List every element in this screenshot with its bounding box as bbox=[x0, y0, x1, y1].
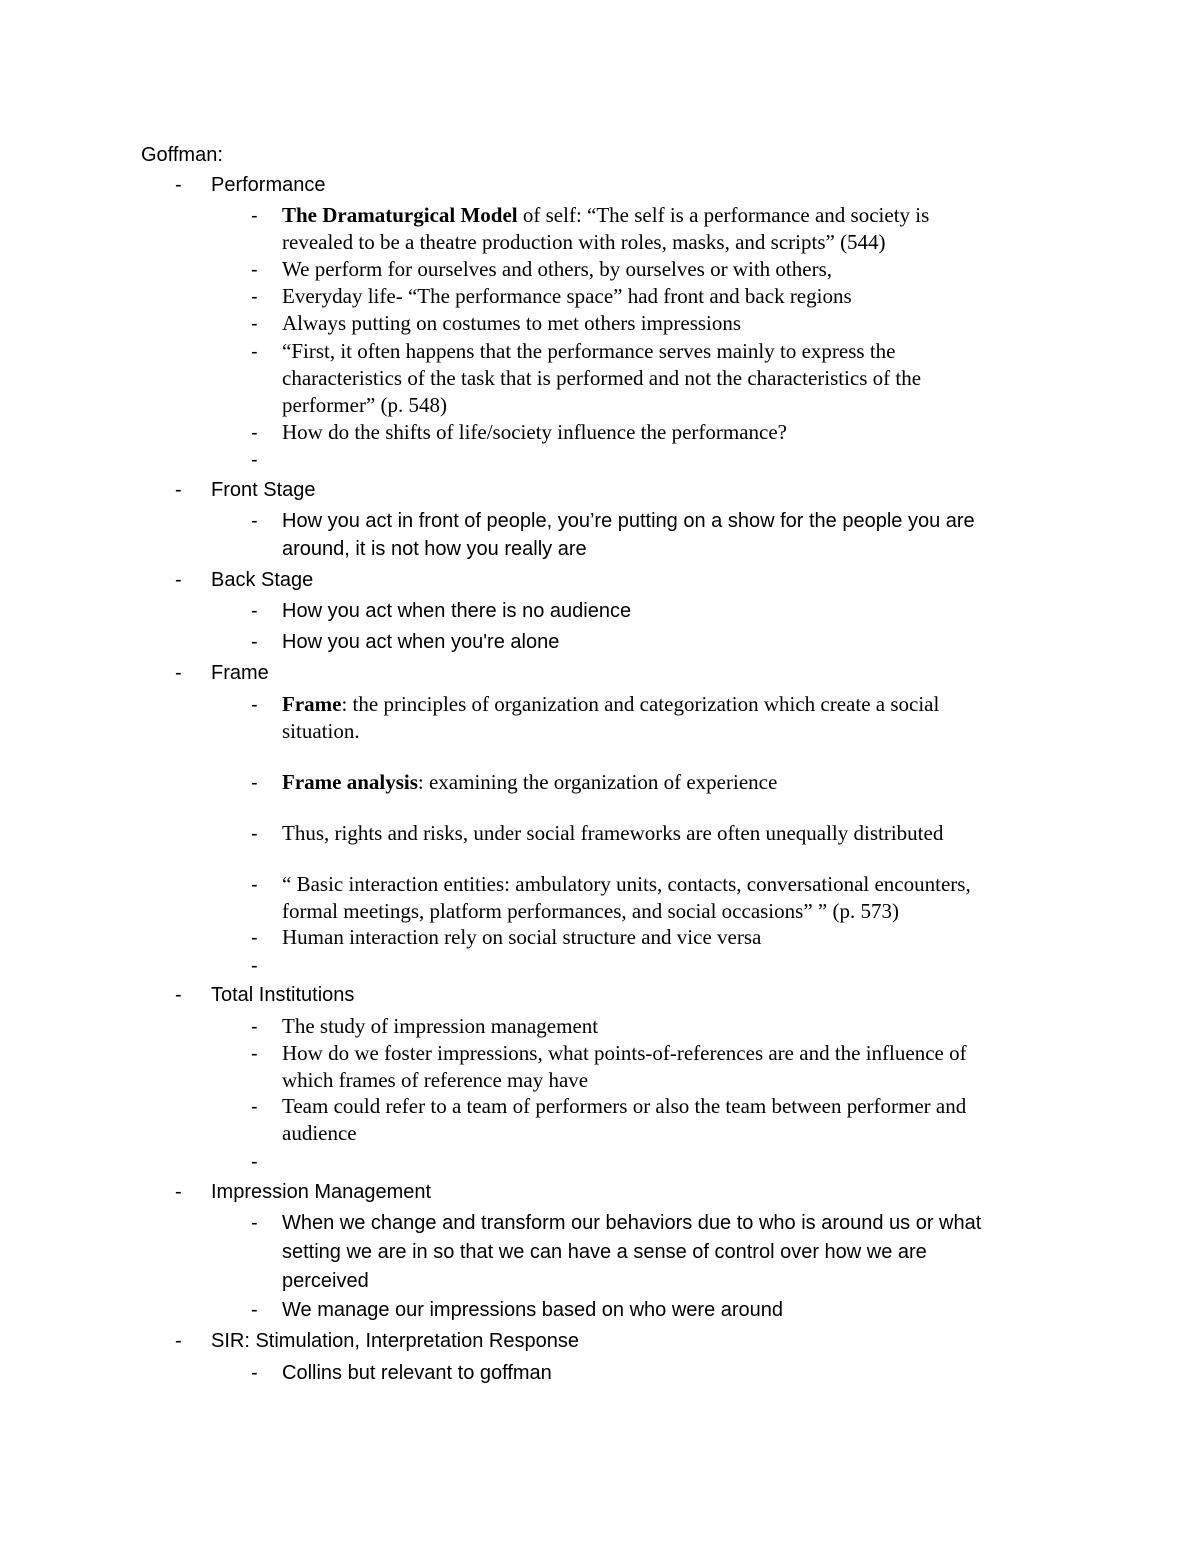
list-item: We perform for ourselves and others, by ourselves or with others, bbox=[282, 257, 832, 281]
bullet-dash: - bbox=[251, 874, 258, 896]
bullet-dash: - bbox=[251, 313, 258, 335]
bullet-dash: - bbox=[251, 1299, 258, 1321]
list-item: Human interaction rely on social structure and vice versa bbox=[282, 925, 762, 949]
list-item bbox=[282, 691, 939, 718]
term-bold: Frame analysis bbox=[282, 770, 418, 794]
section-heading-front-stage: Front Stage bbox=[211, 479, 316, 501]
list-item-continuation: around, it is not how you really are bbox=[282, 538, 587, 560]
list-item bbox=[282, 769, 777, 796]
bullet-dash: - bbox=[251, 286, 258, 308]
list-item-continuation: situation. bbox=[282, 719, 360, 743]
bullet-dash: - bbox=[251, 341, 258, 363]
list-item-continuation: which frames of reference may have bbox=[282, 1068, 589, 1092]
term-bold: Frame bbox=[282, 692, 342, 716]
list-item: We manage our impressions based on who were around bbox=[282, 1299, 784, 1321]
list-item: Thus, rights and risks, under social frameworks are often unequally distributed bbox=[282, 821, 944, 845]
list-item-continuation: revealed to be a theatre production with roles, masks, and scripts” (544) bbox=[282, 230, 886, 254]
list-item: How do we foster impressions, what points-of-references are and the influence of bbox=[282, 1041, 967, 1065]
bullet-dash: - bbox=[175, 569, 182, 591]
list-item: “ Basic interaction entities: ambulatory units, contacts, conversational encounters, bbox=[282, 872, 971, 896]
bullet-dash: - bbox=[251, 422, 258, 444]
bullet-dash: - bbox=[251, 1096, 258, 1118]
bullet-dash: - bbox=[175, 662, 182, 684]
section-heading-impression-management: Impression Management bbox=[211, 1181, 432, 1203]
list-item-continuation: performer” (p. 548) bbox=[282, 393, 448, 417]
list-item: Collins but relevant to goffman bbox=[282, 1362, 552, 1384]
section-heading-total-institutions: Total Institutions bbox=[211, 984, 355, 1006]
term-bold: The Dramaturgical Model bbox=[282, 203, 518, 227]
list-item: Everyday life- “The performance space” had front and back regions bbox=[282, 284, 852, 308]
bullet-dash: - bbox=[251, 927, 258, 949]
section-heading-back-stage: Back Stage bbox=[211, 569, 314, 591]
item-text: : examining the organization of experience bbox=[417, 770, 778, 794]
bullet-dash: - bbox=[251, 1151, 258, 1173]
bullet-dash: - bbox=[251, 449, 258, 471]
bullet-dash: - bbox=[251, 955, 258, 977]
list-item-continuation: characteristics of the task that is performed and not the characteristics of the bbox=[282, 366, 922, 390]
section-heading-sir: SIR: Stimulation, Interpretation Response bbox=[211, 1330, 579, 1352]
item-text: : the principles of organization and categorization which create a social bbox=[341, 692, 940, 716]
bullet-dash: - bbox=[251, 1016, 258, 1038]
list-item: How you act when there is no audience bbox=[282, 600, 632, 622]
bullet-dash: - bbox=[251, 823, 258, 845]
section-heading-frame: Frame bbox=[211, 662, 269, 684]
bullet-dash: - bbox=[251, 694, 258, 716]
bullet-dash: - bbox=[251, 1043, 258, 1065]
bullet-dash: - bbox=[251, 1212, 258, 1234]
list-item-continuation: perceived bbox=[282, 1270, 369, 1292]
list-item: Always putting on costumes to met others impressions bbox=[282, 311, 742, 335]
list-item: How you act when you're alone bbox=[282, 631, 560, 653]
bullet-dash: - bbox=[251, 631, 258, 653]
bullet-dash: - bbox=[251, 205, 258, 227]
list-item-continuation: formal meetings, platform performances, and social occasions” ” (p. 573) bbox=[282, 899, 899, 923]
bullet-dash: - bbox=[251, 259, 258, 281]
list-item-continuation: audience bbox=[282, 1121, 357, 1145]
document-title: Goffman: bbox=[141, 144, 223, 166]
bullet-dash: - bbox=[251, 510, 258, 532]
bullet-dash: - bbox=[175, 1181, 182, 1203]
list-item: The study of impression management bbox=[282, 1014, 599, 1038]
bullet-dash: - bbox=[175, 479, 182, 501]
bullet-dash: - bbox=[175, 174, 182, 196]
section-heading-performance: Performance bbox=[211, 174, 326, 196]
list-item: How do the shifts of life/society influence the performance? bbox=[282, 420, 787, 444]
list-item: When we change and transform our behaviors due to who is around us or what bbox=[282, 1212, 982, 1234]
list-item-continuation: setting we are in so that we can have a sense of control over how we are bbox=[282, 1241, 927, 1263]
list-item bbox=[282, 202, 929, 229]
list-item: How you act in front of people, you’re putting on a show for the people you are bbox=[282, 510, 975, 532]
bullet-dash: - bbox=[251, 772, 258, 794]
bullet-dash: - bbox=[175, 984, 182, 1006]
bullet-dash: - bbox=[251, 600, 258, 622]
item-text: of self: “The self is a performance and society is bbox=[517, 203, 930, 227]
bullet-dash: - bbox=[251, 1362, 258, 1384]
list-item: Team could refer to a team of performers or also the team between performer and bbox=[282, 1094, 967, 1118]
bullet-dash: - bbox=[175, 1330, 182, 1352]
list-item: “First, it often happens that the performance serves mainly to express the bbox=[282, 339, 896, 363]
